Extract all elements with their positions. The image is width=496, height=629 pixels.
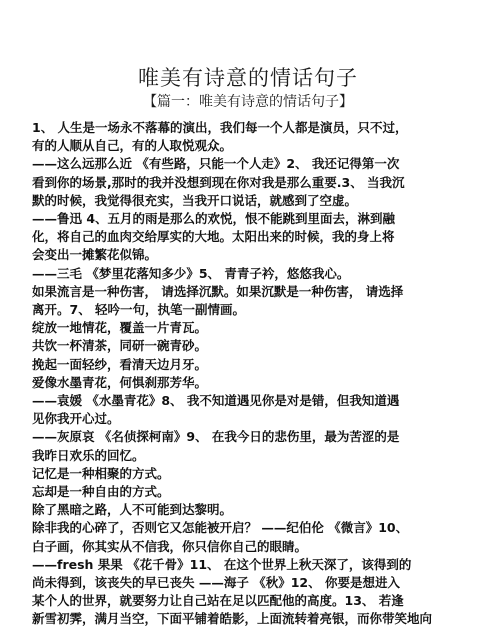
body-line: 会变出一摊繁花似锦。 [32, 247, 158, 263]
document-title: 唯美有诗意的情话句子 [138, 66, 358, 90]
body-line: 离开。7、 轻吟一句，执笔一副情画。 [32, 302, 246, 318]
body-line: ——fresh 果果 《花千骨》11、 在这个世界上秋天深了，该得到的 [32, 556, 412, 572]
document-body [32, 119, 468, 629]
body-line: ——这么远那么近 《有些路，只能一个人走》2、 我还记得第一次 [32, 156, 400, 172]
body-line: ——三毛 《梦里花落知多少》5、 青青子衿，悠悠我心。 [32, 265, 350, 281]
body-line: 默的时候，我觉得很充实，当我开口说话，就感到了空虚。 [32, 192, 358, 208]
body-line: 看到你的场景,那时的我并没想到现在你对我是那么重要.3、 当我沉 [32, 174, 405, 190]
body-line: 忘却是一种自由的方式。 [32, 484, 170, 500]
document-subtitle: 【篇一：唯美有诗意的情话句子】 [143, 94, 353, 110]
body-line: 如果流言是一种伤害， 请选择沉默。如果沉默是一种伤害， 请选择 [32, 283, 404, 299]
body-line: 除非我的心碎了，否则它又怎能被开启？ ——纪伯伦 《微言》10、 [32, 520, 409, 536]
body-line: 除了黑暗之路，人不可能到达黎明。 [32, 502, 233, 518]
body-line: 某个人的世界，就要努力让自己站在足以匹配他的高度。13、 若逢 [32, 593, 404, 609]
body-line: 我昨日欢乐的回忆。 [32, 447, 145, 463]
body-line: 共饮一杯清茶，同研一碗青砂。 [32, 338, 208, 354]
body-line: 挽起一面轻纱，看清天边月牙。 [32, 356, 208, 372]
body-line: ——灰原哀 《名侦探柯南》9、 在我今日的悲伤里，最为苦涩的是 [32, 429, 400, 445]
body-line: 新雪初霁，满月当空，下面平铺着皓影，上面流转着亮银，而你带笑地向 [32, 611, 433, 627]
body-line: 化，将自己的血肉交给厚实的大地。太阳出来的时候，我的身上将 [32, 229, 395, 245]
body-line: 白子画，你其实从不信我，你只信你自己的眼睛。 [32, 538, 308, 554]
body-line: 记忆是一种相聚的方式。 [32, 465, 170, 481]
body-line: 有的人顺从自己，有的人取悦观众。 [32, 138, 233, 154]
body-line: ——袁媛 《水墨青花》8、 我不知道遇见你是对是错，但我知道遇 [32, 393, 400, 409]
body-line: 尚未得到，该丧失的早已丧失 ——海子 《秋》12、 你要是想进入 [32, 575, 400, 591]
body-line: 1、 人生是一场永不落幕的演出，我们每一个人都是演员，只不过， [32, 120, 408, 135]
body-line: 爱像水墨青花，何惧刹那芳华。 [32, 374, 208, 390]
body-line: ——鲁迅 4、五月的雨是那么的欢悦，恨不能跳到里面去，淋到融 [32, 211, 396, 227]
body-line: 见你我开心过。 [32, 411, 120, 427]
body-line: 绽放一地情花，覆盖一片青瓦。 [32, 320, 208, 336]
